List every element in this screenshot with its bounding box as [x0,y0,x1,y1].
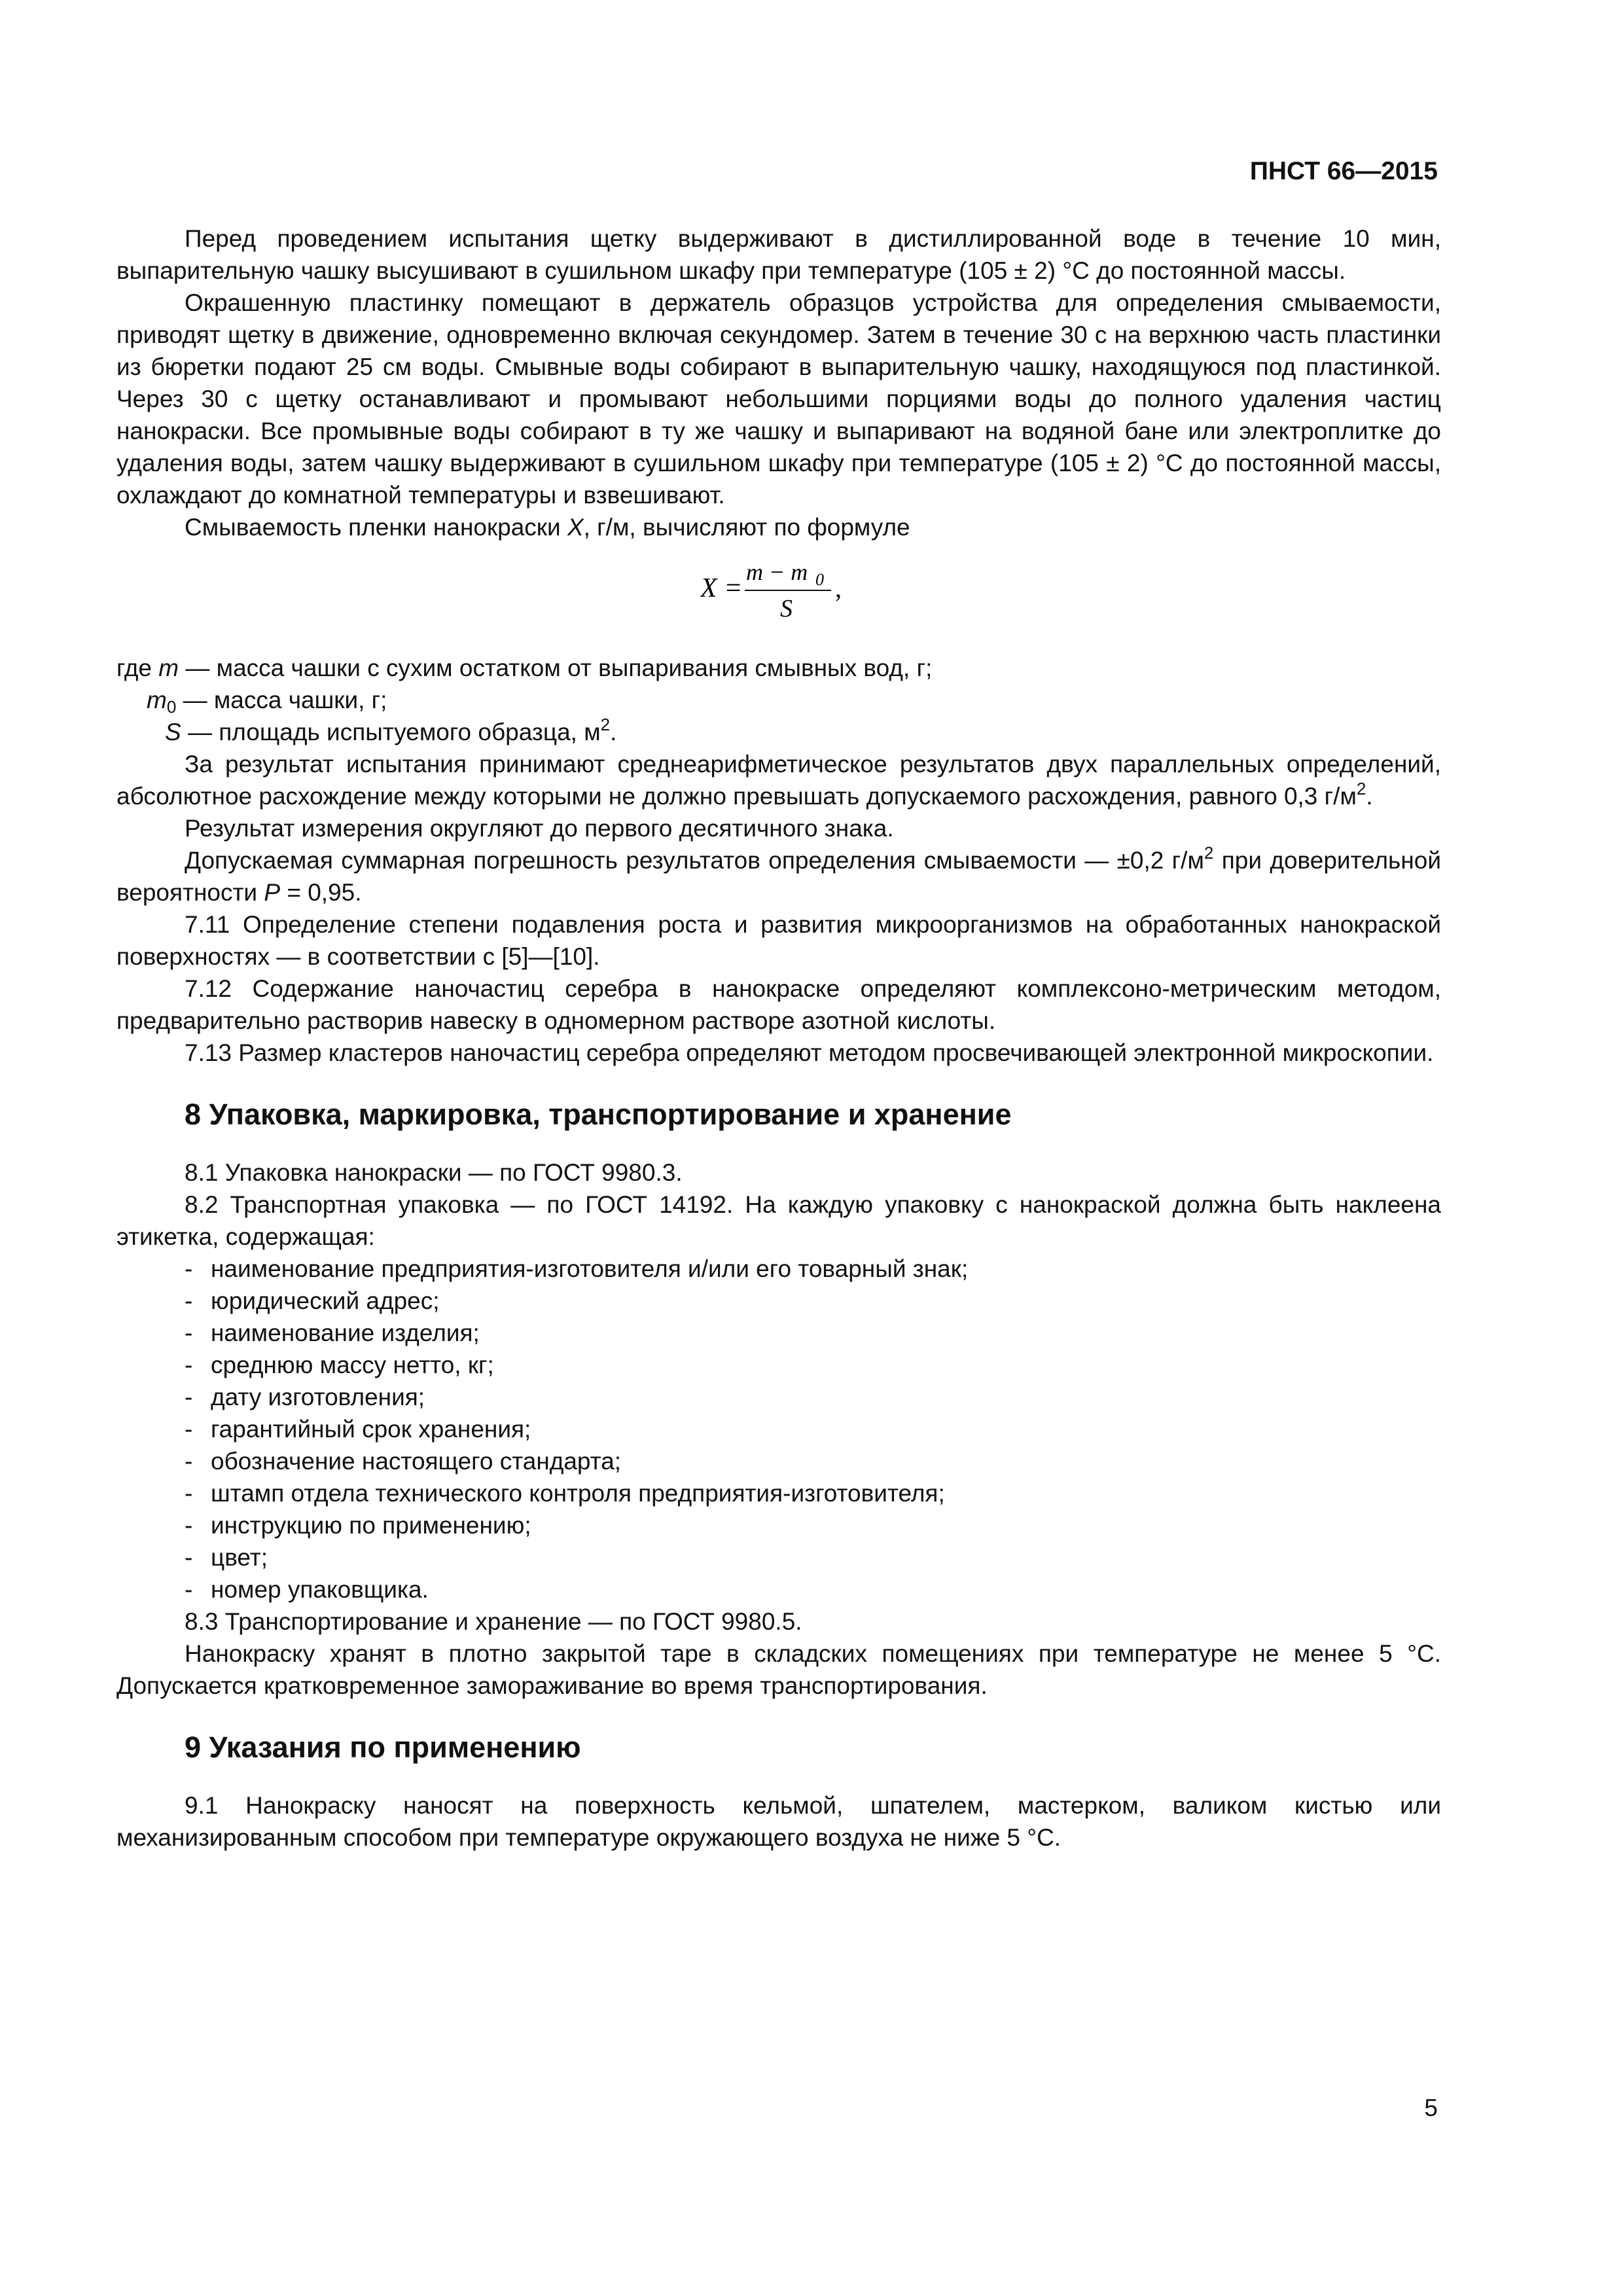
paragraph-formula-intro: Смываемость пленки нанокраски X, г/м, вычисляют по формуле [185,514,910,541]
formula-numerator: m − m [746,559,808,585]
section-8-heading: 8 Упаковка, маркировка, транспортирование и хранение [185,1098,1012,1131]
paragraph-7-12: 7.12 Содержание наночастиц серебра в нанокраске определяют комплексоно-метрическим методом, предварительно растворив навеску в одномерном растворе азотной кислоты. [116,975,1441,1034]
list-item: - юридический адрес; [185,1287,440,1314]
list-item: - обозначение настоящего стандарта; [185,1448,622,1475]
label-contents-list [116,1253,1441,1605]
standard-header: ПНСТ 66—2015 [1249,157,1438,185]
formula-tail: , [835,573,842,603]
paragraph-7-11: 7.11 Определение степени подавления роста и развития микроорганизмов на обработанных нанокраской поверхностях — в соответствии с [5]—[10]. [116,911,1441,970]
var-x: X [567,514,584,541]
paragraph-8-2: 8.2 Транспортная упаковка — по ГОСТ 14192. На каждую упаковку с нанокраской должна быть наклеена этикетка, содержащая: [116,1191,1441,1250]
paragraph-error: Допускаемая суммарная погрешность результатов определения смываемости — ±0,2 $г/м^2$ при доверительной вероятности P = 0,95. [116,843,1442,906]
paragraph-9-1: 9.1 Нанокраску наносят на поверхность кельмой, шпателем, мастерком, валиком кистью или механизированным способом при температуре окружающего воздуха не ниже 5 °С. [116,1792,1441,1851]
list-item: - инструкцию по применению; [185,1512,531,1539]
list-item: - штамп отдела технического контроля предприятия-изготовителя; [185,1480,945,1507]
list-item: - номер упаковщика. [185,1576,429,1603]
paragraph-8-1: 8.1 Упаковка нанокраски — по ГОСТ 9980.3. [185,1159,683,1186]
where-row-m: где m — масса чашки с сухим остатком от выпаривания смывных вод, г; [116,655,933,681]
where-block [116,652,1441,748]
formula-lhs: X = [700,573,743,603]
paragraph-7-13: 7.13 Размер кластеров наночастиц серебра определяют методом просвечивающей электронной микроскопии. [185,1039,1434,1066]
paragraph-result: За результат испытания принимают среднеарифметическое результатов двух параллельных определений, абсолютное расхождение между которыми не должно превышать допускаемого расхождения, равного 0,3 $г/м^2$. [116,751,1441,810]
list-item: - наименование изделия; [185,1319,480,1346]
page-number: 5 [1424,2094,1438,2121]
where-row-s: S — площадь испытуемого образца, $м^2$. [165,715,617,745]
formula-numerator-sub: 0 [815,570,824,589]
section-9-heading: 9 Указания по применению [185,1731,581,1764]
where-row-m0: $m_0$ — масса чашки, г; [147,687,387,717]
paragraph-8-3: 8.3 Транспортирование и хранение — по ГОСТ 9980.5. [185,1608,802,1635]
paragraph-rounding: Результат измерения округляют до первого десятичного знака. [185,815,894,842]
list-item: - дату изготовления; [185,1384,425,1410]
paragraph-procedure: Окрашенную пластинку помещают в держатель образцов устройства для определения смываемости, приводят щетку в движение, одновременно включая секундомер. Затем в течение 30 с на верхнюю часть пластинки из бюретки подают 25 см воды. Смывные воды собирают в выпарительную чашку, находящуюся под пластинкой. Через 30 с щетку останавливают и промывают небольшими порциями воды до полного удаления частиц нанокраски. Все промывные воды собирают в ту же чашку и выпаривают на водяной бане или электроплитке до удаления воды, затем чашку выдерживают в сушильном шкафу при температуре (105 ± 2) °С до постоянной массы, охлаждают до комнатной температуры и взвешивают. [116,289,1441,509]
paragraph-brush-prep: Перед проведением испытания щетку выдерживают в дистиллированной воде в течение 10 мин, выпарительную чашку высушивают в сушильном шкафу при температуре (105 ± 2) °С до постоянной массы. [116,225,1441,284]
paragraph-storage: Нанокраску хранят в плотно закрытой таре в складских помещениях при температуре не менее 5 °С. Допускается кратковременное замораживание во время транспортирования. [116,1640,1441,1699]
list-item: - гарантийный срок хранения; [185,1416,531,1443]
list-item: - наименование предприятия-изготовителя и/или его товарный знак; [185,1255,969,1282]
document-body [116,223,1441,1854]
formula-denominator: S [780,595,793,622]
list-item: - цвет; [185,1544,268,1571]
formula-washability [116,543,1441,641]
list-item: - среднюю массу нетто, кг; [185,1352,494,1378]
formula-svg [700,555,857,627]
